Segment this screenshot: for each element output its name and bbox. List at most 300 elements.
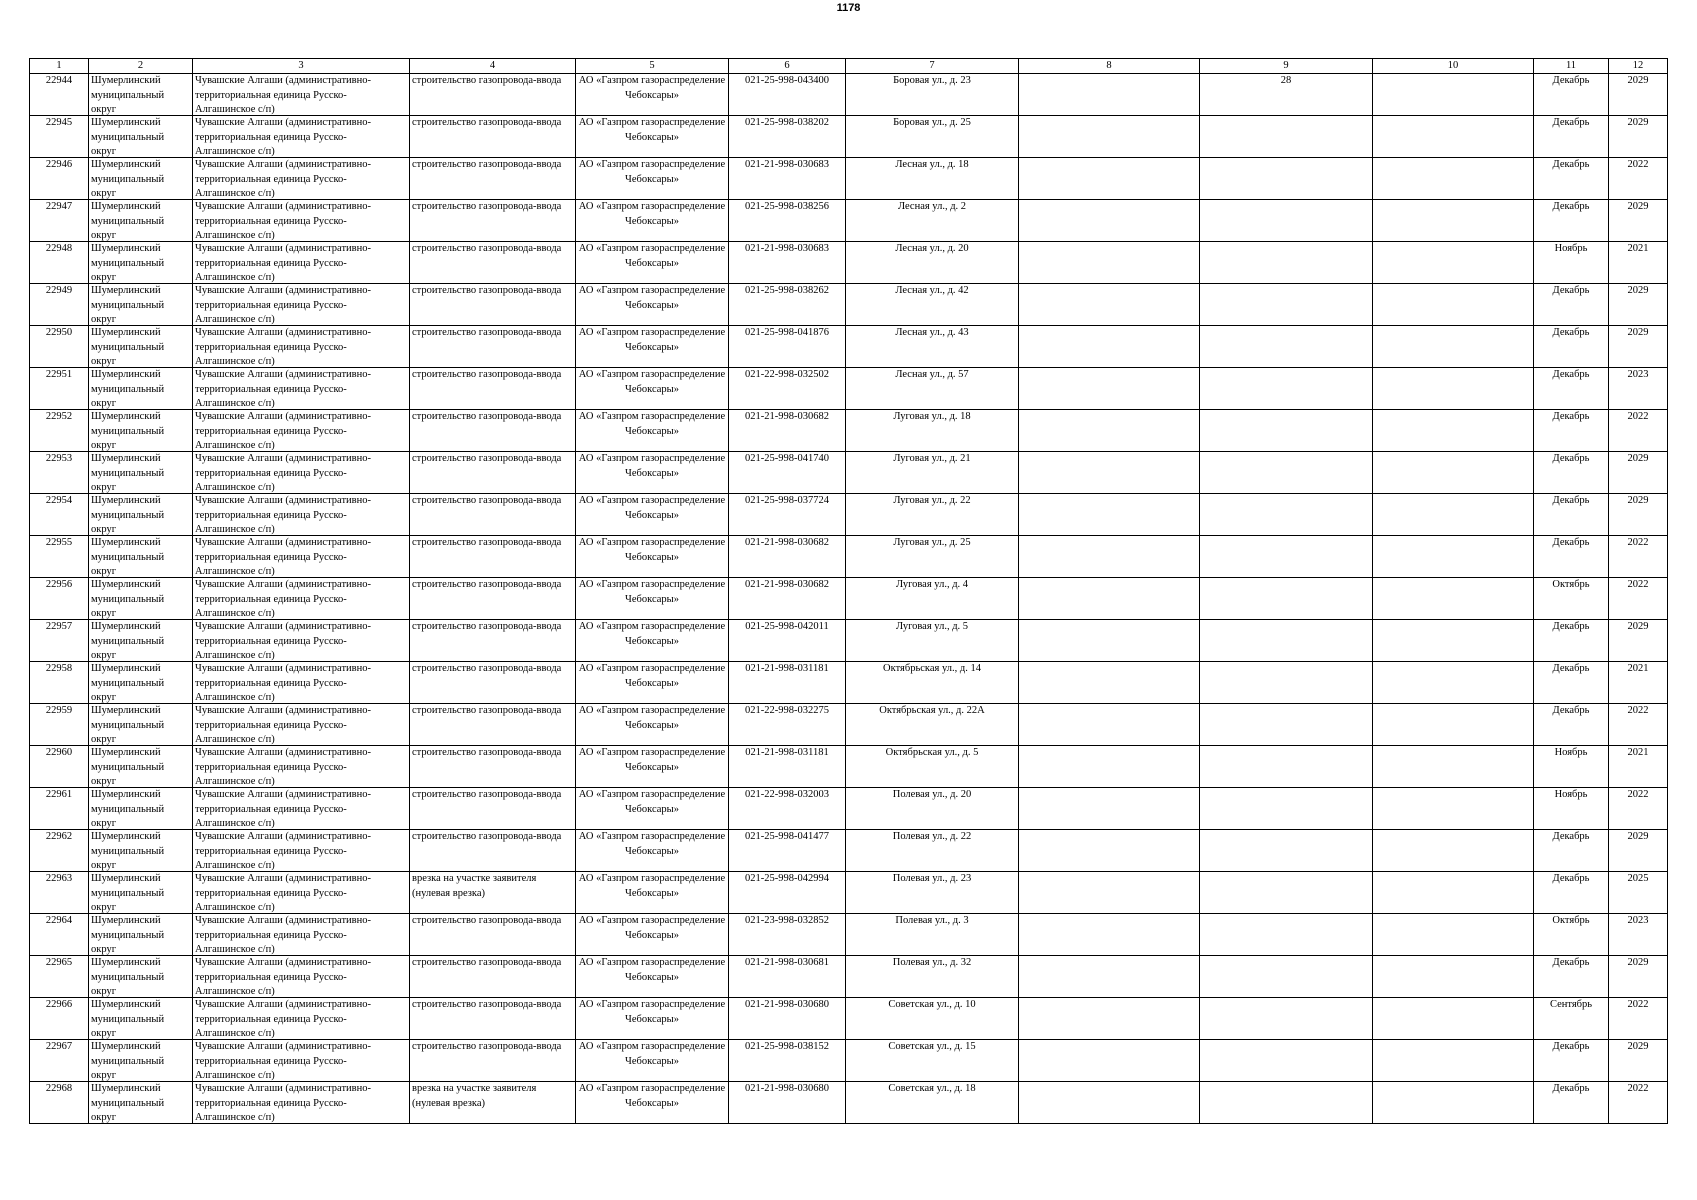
cell-text	[1375, 410, 1531, 451]
cell-col-work-type	[410, 536, 576, 578]
cell-text	[1202, 830, 1370, 871]
header-col-10: 10	[1373, 59, 1534, 74]
cell-col-year	[1609, 494, 1668, 536]
cell-text	[1202, 872, 1370, 913]
cell-text: Шумерлинский муниципальный округ	[91, 201, 165, 241]
header-col-9: 9	[1200, 59, 1373, 74]
cell-text: 22955	[45, 537, 73, 548]
cell-col-month	[1534, 452, 1609, 494]
cell-text: Лесная ул., д. 2	[897, 201, 967, 212]
table-row	[30, 746, 1668, 788]
cell-text	[1202, 284, 1370, 325]
cell-col-code	[729, 578, 846, 620]
cell-text: АО «Газпром газораспределение Чебоксары»	[578, 999, 726, 1025]
cell-col-address	[846, 830, 1019, 872]
cell-col-9	[1200, 914, 1373, 956]
cell-text	[1021, 1040, 1197, 1081]
cell-text: 2023	[1627, 915, 1649, 926]
table-row	[30, 620, 1668, 662]
cell-col-work-type	[410, 116, 576, 158]
cell-col-9	[1200, 116, 1373, 158]
table-row	[30, 410, 1668, 452]
cell-col-8	[1019, 536, 1200, 578]
cell-col-8	[1019, 662, 1200, 704]
cell-col-number	[30, 284, 89, 326]
cell-col-9	[1200, 704, 1373, 746]
cell-text: строительство газопровода-ввода	[412, 999, 562, 1010]
cell-text	[1202, 200, 1370, 241]
cell-col-9	[1200, 326, 1373, 368]
cell-text: Шумерлинский муниципальный округ	[91, 243, 165, 283]
cell-text: Чувашские Алгаши (административно-территориальная единица Русско-Алгашинское с/п)	[195, 915, 371, 955]
cell-col-8	[1019, 1040, 1200, 1082]
table-row	[30, 494, 1668, 536]
cell-col-8	[1019, 788, 1200, 830]
cell-col-work-type	[410, 830, 576, 872]
cell-text: АО «Газпром газораспределение Чебоксары»	[578, 495, 726, 521]
cell-text	[1021, 242, 1197, 283]
cell-text: Ноябрь	[1554, 243, 1588, 254]
cell-col-code	[729, 956, 846, 998]
cell-col-municipality	[89, 158, 193, 200]
cell-text	[1021, 536, 1197, 577]
cell-text: Лесная ул., д. 43	[895, 327, 969, 338]
cell-text	[1202, 452, 1370, 493]
cell-text: 2029	[1627, 327, 1649, 338]
cell-col-work-type	[410, 998, 576, 1040]
page-number: 1178	[836, 2, 861, 14]
cell-col-organization	[576, 578, 729, 620]
cell-col-address	[846, 578, 1019, 620]
cell-text	[1021, 578, 1197, 619]
cell-col-10	[1373, 662, 1534, 704]
cell-col-work-type	[410, 74, 576, 116]
cell-col-code	[729, 368, 846, 410]
cell-col-9	[1200, 410, 1373, 452]
cell-col-month	[1534, 410, 1609, 452]
cell-col-code	[729, 788, 846, 830]
cell-col-work-type	[410, 788, 576, 830]
cell-text	[1202, 746, 1370, 787]
cell-col-work-type	[410, 158, 576, 200]
cell-text: Декабрь	[1552, 117, 1590, 128]
cell-text: Полевая ул., д. 22	[892, 831, 972, 842]
cell-text: 22948	[45, 243, 73, 254]
cell-col-settlement	[193, 620, 410, 662]
cell-text	[1375, 704, 1531, 745]
cell-text: 021-25-998-041740	[745, 453, 829, 464]
cell-text: 22954	[45, 495, 73, 506]
cell-col-work-type	[410, 1040, 576, 1082]
cell-col-address	[846, 704, 1019, 746]
cell-col-8	[1019, 578, 1200, 620]
cell-col-code	[729, 1040, 846, 1082]
cell-text: 021-22-998-032502	[745, 369, 829, 380]
cell-text: строительство газопровода-ввода	[412, 663, 562, 674]
cell-col-organization	[576, 452, 729, 494]
cell-text	[1202, 410, 1370, 451]
cell-text	[1375, 872, 1531, 913]
cell-col-10	[1373, 578, 1534, 620]
cell-col-10	[1373, 956, 1534, 998]
cell-col-municipality	[89, 620, 193, 662]
cell-text	[1375, 956, 1531, 997]
cell-col-number	[30, 830, 89, 872]
cell-text	[1202, 158, 1370, 199]
cell-col-code	[729, 872, 846, 914]
cell-text: 021-21-998-030681	[745, 957, 829, 968]
cell-text: строительство газопровода-ввода	[412, 117, 562, 128]
cell-col-month	[1534, 242, 1609, 284]
cell-text: АО «Газпром газораспределение Чебоксары»	[578, 75, 726, 101]
cell-text: АО «Газпром газораспределение Чебоксары»	[578, 831, 726, 857]
cell-text: Шумерлинский муниципальный округ	[91, 369, 165, 409]
cell-text: Шумерлинский муниципальный округ	[91, 957, 165, 997]
cell-text: 22944	[45, 75, 73, 86]
cell-text	[1202, 788, 1370, 829]
cell-col-9	[1200, 956, 1373, 998]
cell-col-9	[1200, 746, 1373, 788]
table-row	[30, 242, 1668, 284]
cell-text	[1202, 368, 1370, 409]
cell-text: Советская ул., д. 15	[888, 1041, 976, 1052]
cell-text: 021-25-998-043400	[745, 75, 829, 86]
cell-col-month	[1534, 158, 1609, 200]
cell-text: АО «Газпром газораспределение Чебоксары»	[578, 285, 726, 311]
cell-col-work-type	[410, 872, 576, 914]
cell-col-address	[846, 536, 1019, 578]
cell-col-municipality	[89, 536, 193, 578]
cell-text: строительство газопровода-ввода	[412, 831, 562, 842]
cell-text	[1021, 116, 1197, 157]
cell-text: Шумерлинский муниципальный округ	[91, 999, 165, 1039]
cell-text: Ноябрь	[1554, 789, 1588, 800]
cell-col-9	[1200, 998, 1373, 1040]
cell-text: строительство газопровода-ввода	[412, 285, 562, 296]
cell-text: 2022	[1627, 411, 1649, 422]
header-col-number: 1	[30, 59, 89, 74]
cell-col-code	[729, 116, 846, 158]
cell-text: 22961	[45, 789, 73, 800]
cell-text: Шумерлинский муниципальный округ	[91, 873, 165, 913]
cell-text: Боровая ул., д. 25	[893, 117, 971, 128]
cell-text: Декабрь	[1552, 159, 1590, 170]
cell-text: Декабрь	[1552, 411, 1590, 422]
cell-text: Декабрь	[1552, 285, 1590, 296]
cell-text: Декабрь	[1552, 663, 1590, 674]
cell-text: Чувашские Алгаши (административно-территориальная единица Русско-Алгашинское с/п)	[195, 243, 371, 283]
cell-text	[1375, 284, 1531, 325]
cell-text: 22956	[45, 579, 73, 590]
cell-text: Полевая ул., д. 3	[895, 915, 969, 926]
cell-col-settlement	[193, 158, 410, 200]
cell-text	[1202, 326, 1370, 367]
cell-col-settlement	[193, 410, 410, 452]
cell-col-number	[30, 494, 89, 536]
cell-col-9	[1200, 368, 1373, 410]
cell-col-number	[30, 200, 89, 242]
cell-text: 021-25-998-038202	[745, 117, 829, 128]
cell-col-year	[1609, 158, 1668, 200]
cell-col-settlement	[193, 494, 410, 536]
cell-col-municipality	[89, 284, 193, 326]
cell-col-9	[1200, 1040, 1373, 1082]
cell-text: Чувашские Алгаши (административно-территориальная единица Русско-Алгашинское с/п)	[195, 117, 371, 157]
cell-text: Чувашские Алгаши (административно-территориальная единица Русско-Алгашинское с/п)	[195, 159, 371, 199]
cell-col-year	[1609, 998, 1668, 1040]
cell-text	[1021, 914, 1197, 955]
cell-col-10	[1373, 116, 1534, 158]
cell-col-8	[1019, 914, 1200, 956]
cell-col-10	[1373, 200, 1534, 242]
cell-col-10	[1373, 998, 1534, 1040]
cell-col-work-type	[410, 326, 576, 368]
table-header	[30, 59, 1668, 74]
cell-col-code	[729, 746, 846, 788]
cell-col-month	[1534, 578, 1609, 620]
cell-col-municipality	[89, 1082, 193, 1124]
cell-col-year	[1609, 788, 1668, 830]
cell-col-municipality	[89, 200, 193, 242]
cell-col-10	[1373, 494, 1534, 536]
header-col-organization: 5	[576, 59, 729, 74]
cell-col-year	[1609, 368, 1668, 410]
cell-col-settlement	[193, 704, 410, 746]
table-row	[30, 1082, 1668, 1124]
cell-text: строительство газопровода-ввода	[412, 201, 562, 212]
cell-text: 021-21-998-030682	[745, 411, 829, 422]
cell-col-month	[1534, 956, 1609, 998]
cell-col-municipality	[89, 1040, 193, 1082]
cell-text	[1375, 578, 1531, 619]
cell-col-8	[1019, 410, 1200, 452]
cell-col-9	[1200, 620, 1373, 662]
cell-col-settlement	[193, 200, 410, 242]
cell-text: 2022	[1627, 537, 1649, 548]
cell-col-organization	[576, 116, 729, 158]
cell-text: Чувашские Алгаши (административно-территориальная единица Русско-Алгашинское с/п)	[195, 495, 371, 535]
cell-col-settlement	[193, 116, 410, 158]
cell-col-9	[1200, 74, 1373, 116]
cell-col-settlement	[193, 998, 410, 1040]
cell-text: 021-25-998-041477	[745, 831, 829, 842]
cell-text: Полевая ул., д. 20	[892, 789, 972, 800]
cell-col-month	[1534, 200, 1609, 242]
cell-col-address	[846, 746, 1019, 788]
cell-col-year	[1609, 620, 1668, 662]
cell-col-work-type	[410, 620, 576, 662]
cell-text: 2022	[1627, 789, 1649, 800]
table-row	[30, 74, 1668, 116]
cell-col-address	[846, 368, 1019, 410]
cell-col-organization	[576, 956, 729, 998]
cell-col-organization	[576, 494, 729, 536]
cell-col-10	[1373, 1040, 1534, 1082]
cell-col-address	[846, 1040, 1019, 1082]
cell-col-work-type	[410, 1082, 576, 1124]
cell-text: 2029	[1627, 957, 1649, 968]
cell-text: 021-21-998-030682	[745, 579, 829, 590]
header-col-year: 12	[1609, 59, 1668, 74]
cell-col-organization	[576, 1082, 729, 1124]
cell-text: Луговая ул., д. 25	[893, 537, 971, 548]
cell-text: Шумерлинский муниципальный округ	[91, 663, 165, 703]
cell-col-organization	[576, 704, 729, 746]
cell-text: строительство газопровода-ввода	[412, 495, 562, 506]
cell-text: 021-21-998-031181	[745, 747, 829, 758]
cell-text: АО «Газпром газораспределение Чебоксары»	[578, 663, 726, 689]
registry-table	[29, 58, 1668, 1124]
cell-col-code	[729, 998, 846, 1040]
cell-col-number	[30, 872, 89, 914]
cell-col-municipality	[89, 410, 193, 452]
cell-col-organization	[576, 326, 729, 368]
cell-text: строительство газопровода-ввода	[412, 957, 562, 968]
cell-text: Шумерлинский муниципальный округ	[91, 1083, 165, 1123]
cell-col-settlement	[193, 326, 410, 368]
cell-col-month	[1534, 494, 1609, 536]
cell-col-10	[1373, 326, 1534, 368]
cell-text: 021-25-998-037724	[745, 495, 829, 506]
cell-col-year	[1609, 956, 1668, 998]
cell-text	[1375, 662, 1531, 703]
cell-col-address	[846, 788, 1019, 830]
cell-text: Декабрь	[1552, 621, 1590, 632]
cell-col-month	[1534, 998, 1609, 1040]
cell-col-work-type	[410, 452, 576, 494]
cell-text: 021-21-998-030680	[745, 1083, 829, 1094]
cell-col-work-type	[410, 578, 576, 620]
cell-col-8	[1019, 704, 1200, 746]
cell-text: 2021	[1627, 663, 1649, 674]
cell-col-month	[1534, 536, 1609, 578]
cell-col-settlement	[193, 914, 410, 956]
cell-text: 2021	[1627, 747, 1649, 758]
cell-col-10	[1373, 704, 1534, 746]
cell-col-address	[846, 1082, 1019, 1124]
cell-col-organization	[576, 242, 729, 284]
table-row	[30, 1040, 1668, 1082]
cell-text: строительство газопровода-ввода	[412, 75, 562, 86]
cell-text	[1375, 158, 1531, 199]
cell-text: Советская ул., д. 10	[888, 999, 976, 1010]
cell-col-code	[729, 452, 846, 494]
cell-text: Октябрьская ул., д. 5	[885, 747, 979, 758]
cell-text: Лесная ул., д. 18	[895, 159, 969, 170]
cell-text	[1021, 284, 1197, 325]
cell-text: Луговая ул., д. 21	[893, 453, 971, 464]
cell-text: АО «Газпром газораспределение Чебоксары»	[578, 159, 726, 185]
cell-col-organization	[576, 830, 729, 872]
cell-text: АО «Газпром газораспределение Чебоксары»	[578, 369, 726, 395]
cell-text	[1375, 830, 1531, 871]
cell-text: строительство газопровода-ввода	[412, 705, 562, 716]
cell-text	[1202, 578, 1370, 619]
cell-col-9	[1200, 284, 1373, 326]
cell-col-number	[30, 662, 89, 704]
cell-col-10	[1373, 536, 1534, 578]
cell-text: АО «Газпром газораспределение Чебоксары»	[578, 705, 726, 731]
cell-col-municipality	[89, 914, 193, 956]
cell-text: 2021	[1627, 243, 1649, 254]
cell-col-year	[1609, 830, 1668, 872]
cell-text	[1021, 74, 1197, 115]
cell-text: Чувашские Алгаши (административно-территориальная единица Русско-Алгашинское с/п)	[195, 1041, 371, 1081]
cell-text: 021-25-998-038256	[745, 201, 829, 212]
cell-col-number	[30, 956, 89, 998]
cell-text: Шумерлинский муниципальный округ	[91, 159, 165, 199]
cell-col-9	[1200, 662, 1373, 704]
cell-col-number	[30, 746, 89, 788]
cell-text: АО «Газпром газораспределение Чебоксары»	[578, 453, 726, 479]
cell-text: строительство газопровода-ввода	[412, 747, 562, 758]
cell-col-year	[1609, 242, 1668, 284]
cell-col-organization	[576, 662, 729, 704]
cell-col-settlement	[193, 830, 410, 872]
cell-col-code	[729, 74, 846, 116]
cell-text: Чувашские Алгаши (административно-территориальная единица Русско-Алгашинское с/п)	[195, 537, 371, 577]
cell-text: 22950	[45, 327, 73, 338]
cell-text	[1202, 116, 1370, 157]
cell-col-municipality	[89, 116, 193, 158]
cell-col-address	[846, 662, 1019, 704]
cell-col-address	[846, 200, 1019, 242]
cell-col-year	[1609, 410, 1668, 452]
cell-col-9	[1200, 1082, 1373, 1124]
cell-text: Октябрь	[1552, 915, 1590, 926]
cell-text	[1202, 662, 1370, 703]
cell-col-address	[846, 116, 1019, 158]
cell-text: Шумерлинский муниципальный округ	[91, 411, 165, 451]
cell-text: Луговая ул., д. 18	[893, 411, 971, 422]
cell-text: Октябрьская ул., д. 22А	[879, 705, 985, 716]
cell-text: 22968	[45, 1083, 73, 1094]
cell-col-10	[1373, 410, 1534, 452]
cell-col-settlement	[193, 1082, 410, 1124]
cell-text: 22960	[45, 747, 73, 758]
cell-col-organization	[576, 74, 729, 116]
cell-col-month	[1534, 368, 1609, 410]
cell-col-year	[1609, 200, 1668, 242]
cell-col-year	[1609, 914, 1668, 956]
cell-col-work-type	[410, 284, 576, 326]
cell-col-10	[1373, 158, 1534, 200]
cell-text: 22967	[45, 1041, 73, 1052]
cell-text: 22958	[45, 663, 73, 674]
cell-text: 021-25-998-041876	[745, 327, 829, 338]
cell-col-organization	[576, 200, 729, 242]
cell-text: Шумерлинский муниципальный округ	[91, 705, 165, 745]
cell-col-number	[30, 578, 89, 620]
cell-col-number	[30, 242, 89, 284]
cell-text: 2029	[1627, 201, 1649, 212]
cell-text	[1021, 830, 1197, 871]
cell-col-10	[1373, 242, 1534, 284]
cell-col-number	[30, 410, 89, 452]
table-row	[30, 662, 1668, 704]
cell-col-settlement	[193, 284, 410, 326]
cell-text: АО «Газпром газораспределение Чебоксары»	[578, 957, 726, 983]
cell-text: Декабрь	[1552, 495, 1590, 506]
cell-col-work-type	[410, 410, 576, 452]
cell-text: Сентябрь	[1549, 999, 1593, 1010]
cell-col-year	[1609, 578, 1668, 620]
cell-col-8	[1019, 368, 1200, 410]
cell-col-address	[846, 956, 1019, 998]
cell-text	[1202, 1040, 1370, 1081]
cell-col-work-type	[410, 704, 576, 746]
cell-text	[1021, 704, 1197, 745]
